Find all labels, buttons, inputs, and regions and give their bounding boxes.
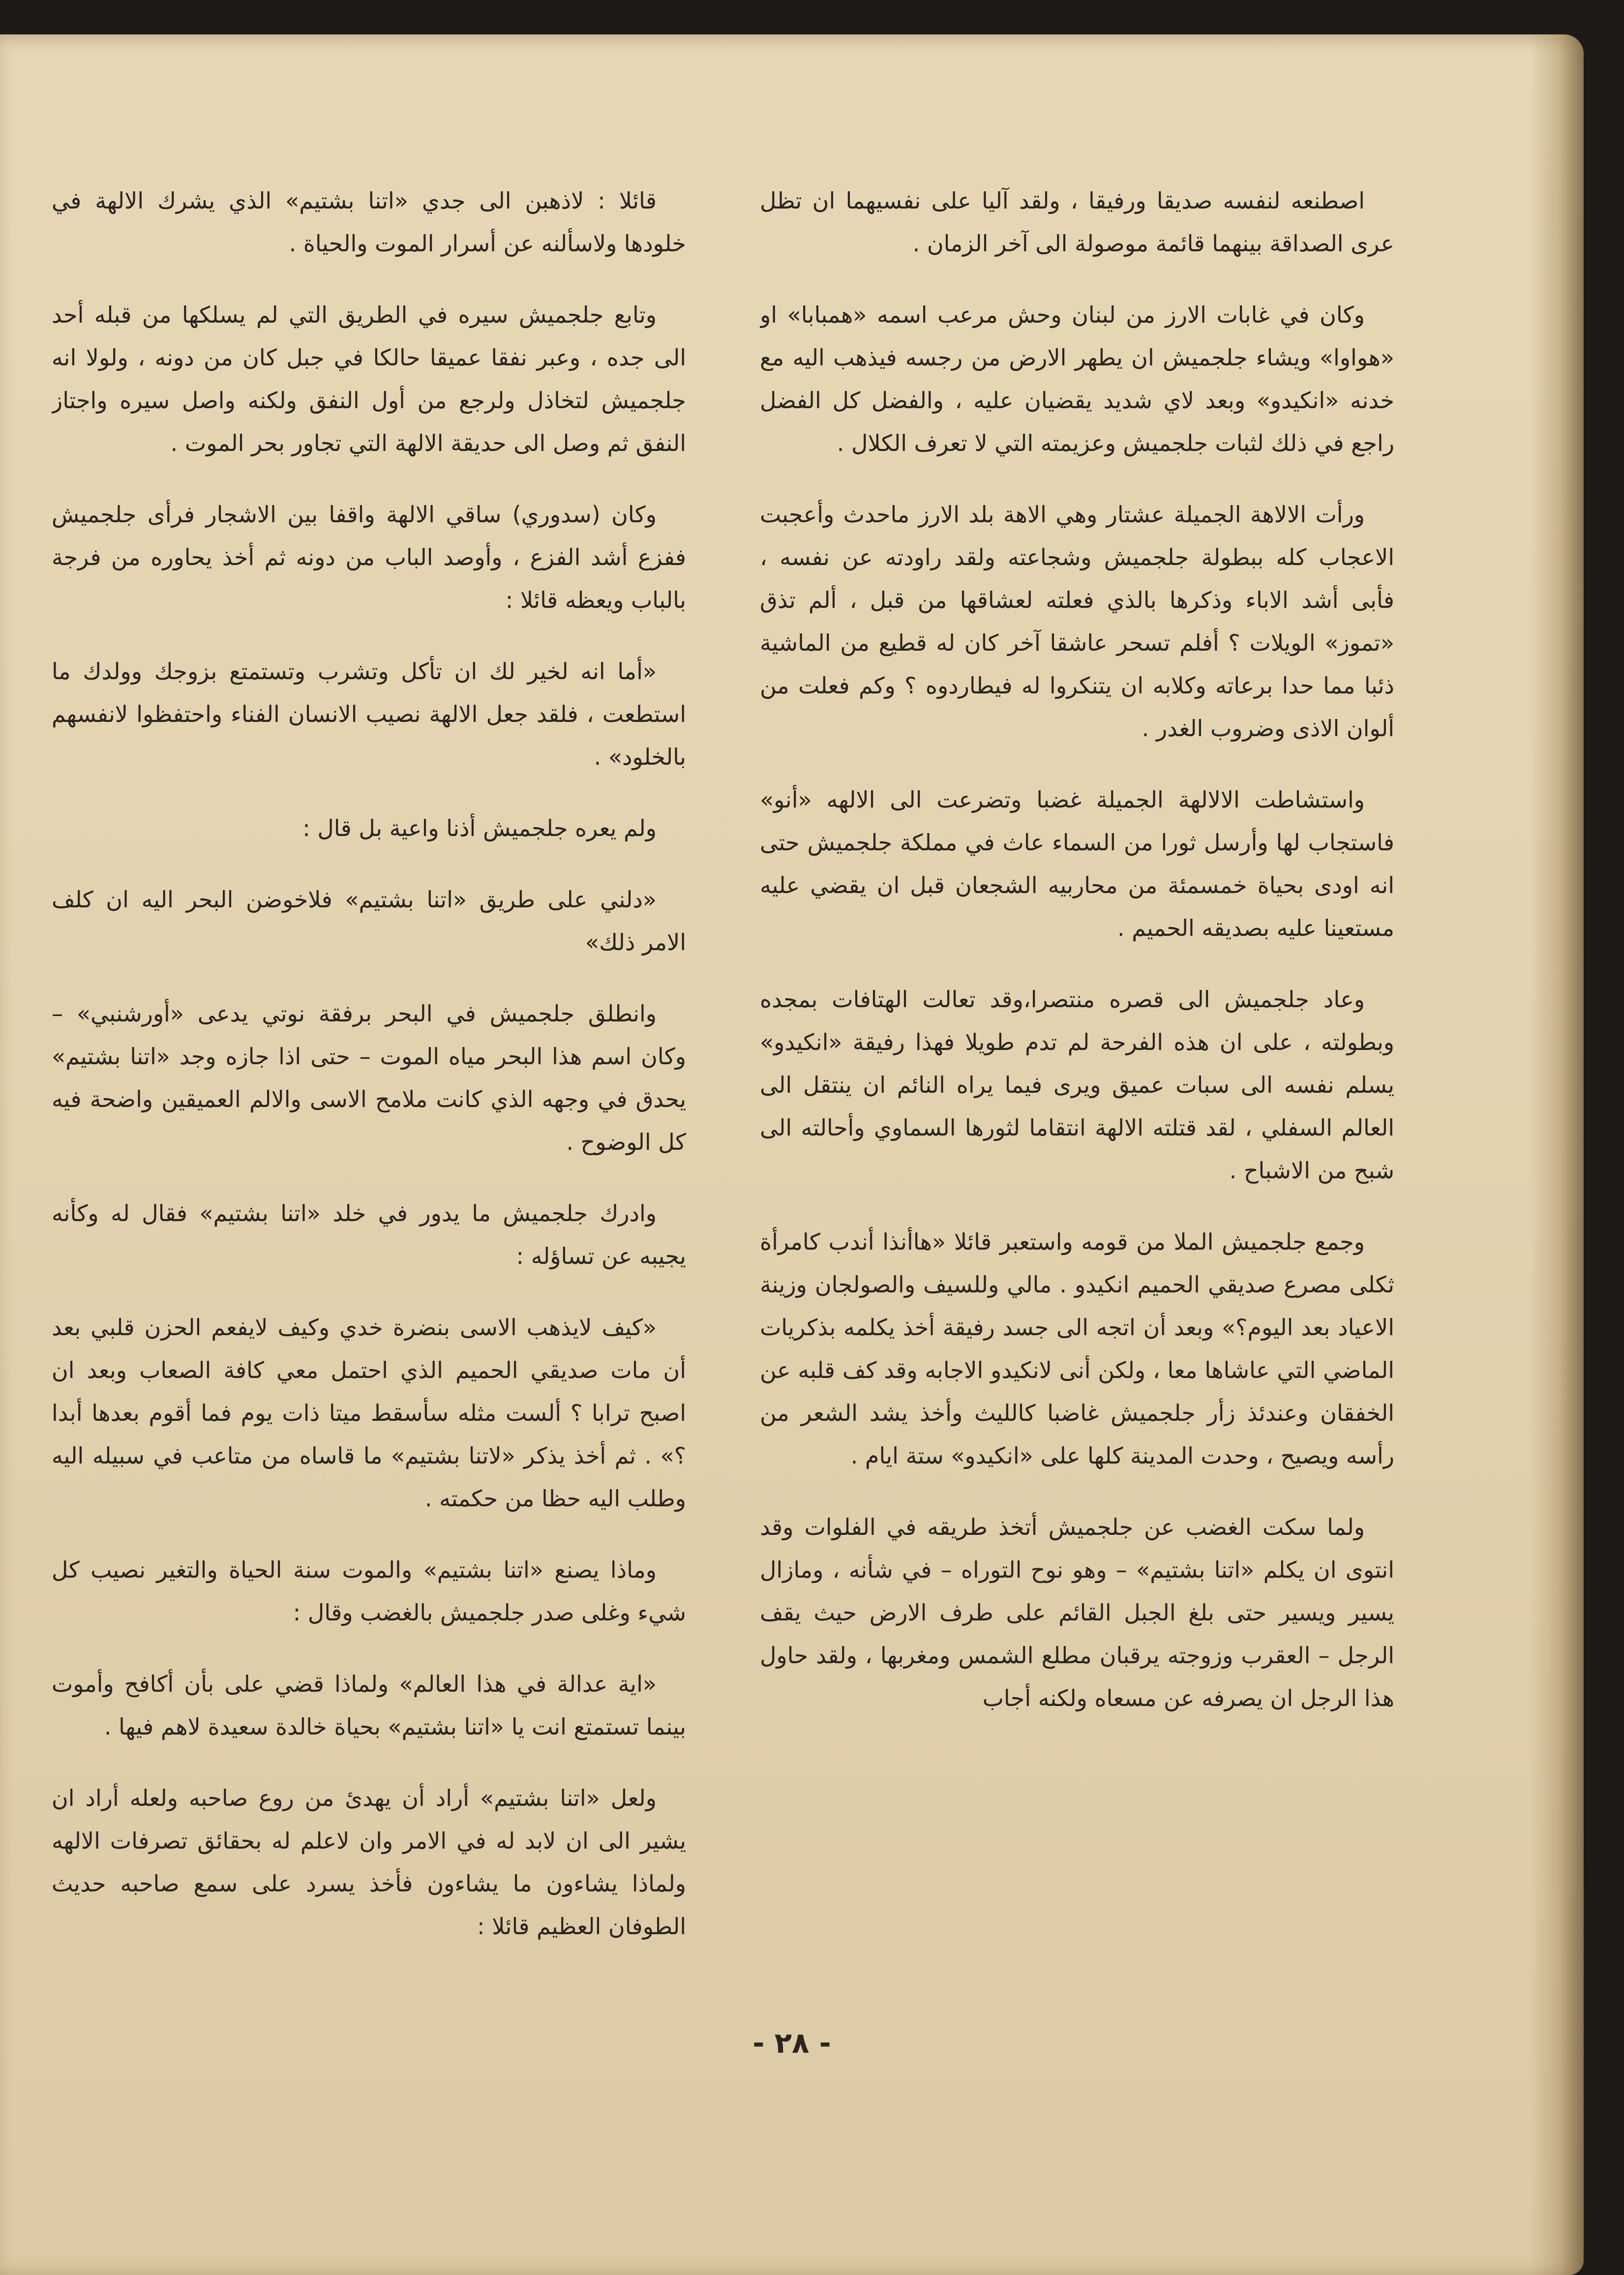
paragraph: ورأت الالاهة الجميلة عشتار وهي الاهة بلد الارز ماحدث وأعجبت الاعجاب كله ببطولة جلجميش وشجاعته ولقد راودته عن نفسه ، فأبى أشد الاباء وذكرها بالذي فعلته لعشاقها من قبل ، ألم تذق «تموز» الويلات ؟ أفلم تسحر عاشقا آخر كان له قطيع من الماشية ذئبا مما حدا برعاته وكلابه ان يتنكروا له فيطاردوه ؟ وكم فعلت من ألوان الاذى وضروب الغدر . [760,501,1394,742]
paragraph: واستشاطت الالالهة الجميلة غضبا وتضرعت الى الالهه «أنو» فاستجاب لها وأرسل ثورا من السماء عاث في مملكة جلجميش حتى انه اودى بحياة خمسمئة من محاربيه الشجعان قبل ان يقضي عليه مستعينا عليه بصديقه الحميم . [760,786,1394,941]
page-edge-shadow [1530,34,1584,2275]
text-column-right [760,180,1394,2029]
paragraph: وكان (سدوري) ساقي الالهة واقفا بين الاشجار فرأى جلجميش ففزع أشد الفزع ، وأوصد الباب من دونه ثم أخذ يحاوره من فرجة بالباب ويعظه قائلا : [52,501,686,613]
paragraph: وعاد جلجميش الى قصره منتصرا،وقد تعالت الهتافات بمجده وبطولته ، على ان هذه الفرحة لم تدم طويلا فهذا رفيقة «انكيدو» يسلم نفسه الى سبات عميق ويرى فيما يراه النائم ان ينتقل الى العالم السفلي ، لقد قتلته الالهة انتقاما لثورها السماوي وأحالته الى شبح من الاشباح . [760,986,1394,1184]
paragraph: وانطلق جلجميش في البحر برفقة نوتي يدعى «أورشنبي» – وكان اسم هذا البحر مياه الموت – حتى اذا جازه وجد «اتنا بشتيم» يحدق في وجهه الذي كانت ملامح الاسى والالم العميقين واضحة فيه كل الوضوح . [52,1000,686,1155]
paragraph: وادرك جلجميش ما يدور في خلد «اتنا بشتيم» فقال له وكأنه يجيبه عن تساؤله : [52,1200,686,1269]
paragraph: اصطنعه لنفسه صديقا ورفيقا ، ولقد آليا على نفسيهما ان تظل عرى الصداقة بينهما قائمة موصولة الى آخر الزمان . [760,187,1394,257]
paragraph: ولعل «اتنا بشتيم» أراد أن يهدئ من روع صاحبه ولعله أراد ان يشير الى ان لابد له في الامر وان لاعلم له بحقائق تصرفات الالهه ولماذا يشاءون ما يشاءون فأخذ يسرد على سمع صاحبه حديث الطوفان العظيم قائلا : [52,1785,686,1940]
paragraph: ولما سكت الغضب عن جلجميش أتخذ طريقه في الفلوات وقد انتوى ان يكلم «اتنا بشتيم» – وهو نوح التوراه – في شأنه ، ومازال يسير ويسير حتى بلغ الجبل القائم على طرف الارض حيث يقف الرجل – العقرب وزوجته يرقبان مطلع الشمس ومغربها ، ولقد حاول هذا الرجل ان يصرفه عن مسعاه ولكنه أجاب [760,1514,1394,1711]
paragraph: «كيف لايذهب الاسى بنضرة خدي وكيف لايفعم الحزن قلبي بعد أن مات صديقي الحميم الذي احتمل معي كافة الصعاب وبعد ان اصبح ترابا ؟ ألست مثله سأسقط ميتا ذات يوم فما أقوم بعدها أبدا ؟» . ثم أخذ يذكر «لاتنا بشتيم» ما قاساه من متاعب في سبيله اليه وطلب اليه حظا من حكمته . [52,1314,686,1512]
paragraph: «دلني على طريق «اتنا بشتيم» فلاخوضن البحر اليه ان كلف الامر ذلك» [52,886,686,956]
book-page [0,34,1584,2275]
paragraph: وجمع جلجميش الملا من قومه واستعبر قائلا «هاأنذا أندب كامرأة ثكلى مصرع صديقي الحميم انكيدو . مالي وللسيف والصولجان وزينة الاعياد بعد اليوم؟» وبعد أن اتجه الى جسد رفيقة أخذ يكلمه بذكريات الماضي التي عاشاها معا ، ولكن أنى لانكيدو الاجابه وقد كف قلبه عن الخفقان وعندئذ زأر جلجميش غاضبا كالليث وأخذ يشد الشعر من رأسه ويصيح ، وحدت المدينة كلها على «انكيدو» ستة ايام . [760,1228,1394,1469]
paragraph: ولم يعره جلجميش أذنا واعية بل قال : [302,815,657,841]
paragraph: «أما انه لخير لك ان تأكل وتشرب وتستمتع بزوجك وولدك ما استطعت ، فلقد جعل الالهة نصيب الانسان الفناء واحتفظوا لانفسهم بالخلود» . [52,658,686,770]
text-column-left [52,180,686,2029]
page-number: - ٢٨ - [752,2026,831,2060]
paragraph: وكان في غابات الارز من لبنان وحش مرعب اسمه «همبابا» او «هواوا» ويشاء جلجميش ان يطهر الارض من رجسه فيذهب اليه مع خدنه «انكيدو» وبعد لاي شديد يقضيان عليه ، والفضل كل الفضل راجع في ذلك لثبات جلجميش وعزيمته التي لا تعرف الكلال . [760,301,1394,456]
paragraph: «اية عدالة في هذا العالم» ولماذا قضي على بأن أكافح وأموت بينما تستمتع انت يا «اتنا بشتيم» بحياة خالدة سعيدة لاهم فيها . [52,1671,686,1740]
paragraph: وتابع جلجميش سيره في الطريق التي لم يسلكها من قبله أحد الى جده ، وعبر نفقا عميقا حالكا في جبل كان من دونه ، ولولا انه جلجميش لتخاذل ولرجع من أول النفق ولكنه واصل سيره واجتاز النفق ثم وصل الى حديقة الالهة التي تجاور بحر الموت . [52,301,686,456]
paragraph: قائلا : لاذهبن الى جدي «اتنا بشتيم» الذي يشرك الالهة في خلودها ولاسألنه عن أسرار الموت والحياة . [52,187,686,257]
paragraph: وماذا يصنع «اتنا بشتيم» والموت سنة الحياة والتغير نصيب كل شيء وغلى صدر جلجميش بالغضب وقال : [52,1557,686,1626]
